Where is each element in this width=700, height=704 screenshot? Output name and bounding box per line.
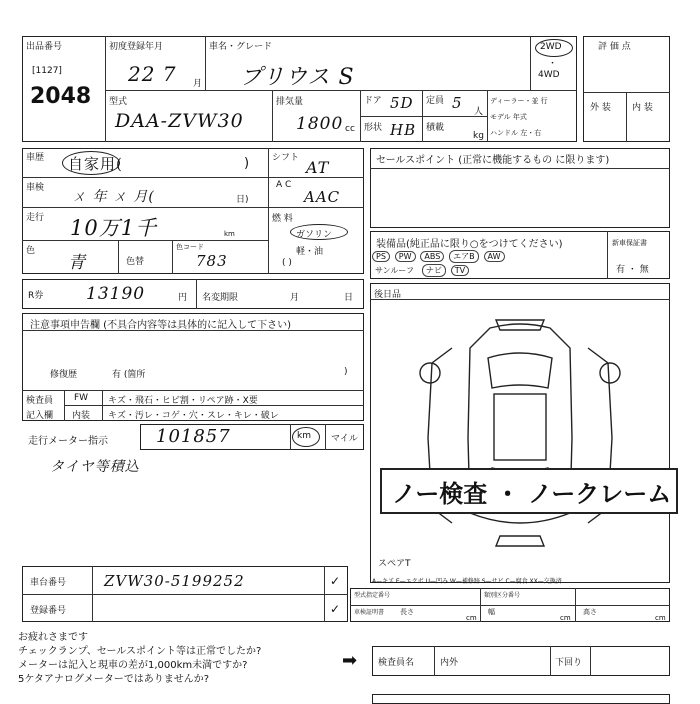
shape-value: HB (390, 121, 417, 139)
usage-close: ) (244, 156, 250, 171)
exterior-label: 外 装 (590, 103, 611, 113)
insp-label-1: 検査員 (26, 396, 54, 406)
month-suffix: 月 (193, 79, 203, 89)
fuel-value: ガソリン (296, 230, 333, 240)
meter-mile: マイル (331, 434, 358, 444)
recycle-month: 月 (290, 293, 300, 303)
mileage-label: 走行 (26, 213, 45, 223)
capacity-value: 5 (452, 94, 463, 112)
handle-label: ハンドル 左・右 (490, 129, 542, 137)
meter-label: 走行メーター指示 (28, 436, 108, 447)
ref-cert: 車検証明書 (354, 609, 385, 616)
in-label: 内装 (72, 411, 91, 421)
equip-airbag: エアB (449, 250, 479, 263)
inspector-box (372, 646, 670, 676)
equipment-row1 (372, 250, 507, 263)
model-label: 型式 (109, 97, 128, 107)
equip-aw: AW (484, 251, 505, 262)
inspection-day: 日) (236, 195, 249, 205)
load-label: 積載 (426, 123, 445, 133)
chassis-value: ZVW30-5199252 (104, 572, 245, 590)
shift-label: シフト (272, 153, 300, 163)
repair-value: 有 (箇所 (112, 370, 146, 380)
person-unit: 人 (474, 107, 484, 117)
shape-label: 形状 (364, 123, 383, 133)
recycle-label: R券 (28, 291, 44, 301)
meter-value: 101857 (156, 426, 231, 447)
fw-items: キズ・飛石・ヒビ割・リペア跡・X要 (108, 396, 258, 406)
inner-outer-label: 内外 (440, 658, 459, 668)
door-label: ドア (364, 96, 382, 106)
meter-note: タイヤ等積込 (50, 459, 140, 475)
rating-label: 評 価 点 (598, 42, 631, 52)
ac-value: AAC (304, 188, 341, 206)
first-reg-label: 初度登録年月 (109, 42, 164, 52)
repair-label: 修復歴 (50, 370, 78, 380)
car-diagram (400, 318, 640, 558)
color-change-label: 色替 (126, 257, 145, 267)
ref-cm2: cm (560, 614, 571, 622)
fuel-label: 燃 料 (272, 214, 293, 224)
recycle-value: 13190 (86, 284, 146, 304)
ac-label: A C (276, 180, 292, 190)
color-code-label: 色コード (176, 243, 204, 251)
usage-value: 自家用( (68, 155, 123, 173)
recycle-yen: 円 (178, 293, 188, 303)
footer-line2: チェックランプ、セールスポイント等は正常でしたか? (18, 646, 262, 657)
warranty-value: 有 ・ 無 (616, 265, 649, 275)
footer-line1: お疲れさまです (18, 632, 88, 643)
mileage-value: 10万1千 (70, 216, 158, 240)
legend-codes: A—キズ E—エクボ U—凹み W—補修跡 S—サビ C—腐食 XX—交換済 (372, 578, 562, 585)
equip-navi: ナビ (422, 264, 446, 277)
notes-title: 注意事項申告欄 (不具合内容等は具体的に記入して下さい) (30, 320, 291, 331)
km-unit: km (224, 230, 235, 238)
equip-abs: ABS (420, 251, 444, 262)
interior-label: 内 装 (632, 103, 653, 113)
equipment-row2 (372, 264, 471, 277)
equip-pw: PW (395, 251, 416, 262)
warranty-label: 新車保証書 (612, 239, 647, 247)
dealer-label: ディーラー・並 行 (490, 97, 548, 105)
drive-dot: ・ (548, 59, 558, 69)
inspector-label: 検査員名 (378, 658, 415, 668)
arrow-icon: ➡ (342, 650, 358, 671)
usage-label: 車歴 (26, 153, 45, 163)
chassis-check: ✓ (330, 574, 341, 588)
reg-check: ✓ (330, 602, 341, 616)
car-name-value: プリウス S (240, 65, 355, 90)
shift-value: AT (306, 158, 330, 177)
car-name-label: 車名・グレード (209, 42, 273, 52)
equip-ps: PS (372, 251, 390, 262)
ref-class: 類別区分番号 (484, 592, 521, 599)
kg-unit: kg (473, 131, 484, 141)
recycle-box (22, 279, 364, 309)
footer-line4: 5ケタアナログメーターではありませんか? (18, 674, 210, 685)
chassis-label: 車台番号 (30, 578, 67, 588)
inspection-label: 車検 (26, 183, 45, 193)
first-reg-value: 22 7 (128, 62, 177, 86)
repair-close: ) (344, 367, 348, 377)
under-label: 下回り (555, 658, 583, 668)
fuel-bracket: ( ) (282, 258, 292, 268)
meter-km: km (297, 431, 311, 441)
ref-width: 幅 (488, 608, 495, 616)
lot-number: 2048 (30, 84, 92, 109)
insp-label-2: 記入欄 (26, 411, 54, 421)
ref-cm1: cm (466, 614, 477, 622)
recycle-day: 日 (344, 293, 354, 303)
name-exp-label: 名変期限 (202, 293, 239, 303)
ref-length: 長さ (400, 608, 414, 616)
ref-cm3: cm (655, 614, 666, 622)
ref-type: 型式指定番号 (354, 592, 391, 599)
spare-label: スペアT (378, 559, 411, 569)
cc-unit: cc (345, 124, 355, 134)
color-code-value: 783 (196, 252, 228, 270)
model-value: DAA-ZVW30 (115, 110, 244, 132)
footer-line3: メーターは記入と現車の差が1,000km未満ですか? (18, 660, 248, 671)
door-value: 5D (390, 94, 414, 112)
capacity-label: 定員 (426, 96, 445, 106)
ref-height: 高さ (583, 608, 597, 616)
equip-sunroof: サンルーフ (375, 266, 414, 275)
bottom-strip (372, 694, 670, 704)
sales-title: セールスポイント (正常に機能するもの に限ります) (376, 155, 610, 166)
fw-label: FW (74, 393, 89, 403)
model-year-label: モデル 年式 (490, 113, 527, 121)
equipment-title: 装備品(純正品に限り○をつけてください) (376, 239, 563, 250)
color-value: 青 (68, 253, 86, 273)
displacement-value: 1800 (296, 114, 344, 134)
drive-4wd: 4WD (538, 70, 560, 80)
lot-sub: [1127] (32, 66, 62, 76)
drive-2wd: 2WD (540, 42, 562, 52)
lot-label: 出品番号 (26, 42, 63, 52)
diesel-label: 軽・油 (296, 247, 324, 257)
displacement-label: 排気量 (276, 97, 304, 107)
color-label: 色 (26, 246, 36, 256)
stamp-text: ノー検査 ・ ノークレーム (392, 480, 672, 508)
reg-label: 登録番号 (30, 606, 67, 616)
rear-seat-label: 後日品 (374, 290, 402, 300)
inspection-value: ㄨ 年 ㄨ 月( (72, 189, 155, 205)
in-items: キズ・汚レ・コゲ・穴・スレ・キレ・破レ (108, 411, 279, 421)
equip-tv: TV (451, 265, 469, 276)
